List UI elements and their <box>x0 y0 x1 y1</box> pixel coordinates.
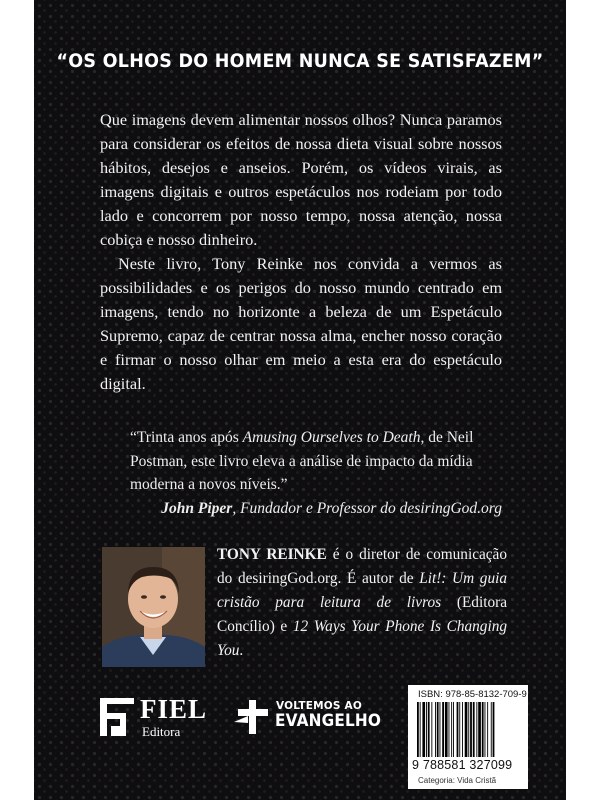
quote-text-start: “Trinta anos após <box>130 429 243 446</box>
barcode-bar <box>437 702 439 757</box>
barcode-bar <box>478 702 481 757</box>
barcode-bar <box>491 702 492 757</box>
barcode-bar <box>440 702 441 757</box>
barcode-bar <box>473 702 475 757</box>
barcode-bar <box>470 702 472 757</box>
barcode-bar <box>417 702 419 757</box>
barcode-bar <box>451 702 452 757</box>
ministry-name-line-2: EVANGELHO <box>275 711 382 731</box>
barcode-bar <box>459 702 460 757</box>
author-bio <box>217 543 507 663</box>
publisher-subtitle: Editora <box>142 724 181 739</box>
barcode-bar <box>457 702 459 757</box>
ministry-name-line-1: VOLTEMOS AO <box>276 700 363 712</box>
headline: “OS OLHOS DO HOMEM NUNCA SE SATISFAZEM” <box>56 50 544 72</box>
quote-author-role: , Fundador e Professor do desiringGod.org <box>232 499 502 517</box>
bio-text-2: (Editora Concílio) e <box>217 594 507 635</box>
barcode-bar <box>476 702 477 757</box>
barcode-digits: 9 788581 327099 <box>412 758 513 772</box>
fiel-logo-icon <box>100 698 134 736</box>
barcode-bar <box>462 702 463 757</box>
bio-book-1: Lit!: Um guia cristão para leitura de livros <box>217 570 507 611</box>
author-photo <box>102 547 205 667</box>
barcode-bar <box>465 702 468 757</box>
barcode-bar <box>442 702 444 757</box>
barcode-bar <box>493 702 495 757</box>
endorsement-quote <box>130 426 502 520</box>
barcode-bar <box>435 702 436 757</box>
barcode-box <box>408 685 528 789</box>
barcode-bar <box>426 702 427 757</box>
barcode-bar <box>428 702 430 757</box>
barcode-bar <box>468 702 469 757</box>
quote-book-title: Amusing Ourselves to Death <box>242 429 421 446</box>
barcode-bar <box>485 702 486 757</box>
category-label: Categoria: Vida Cristã <box>418 776 497 785</box>
cross-icon <box>234 698 272 736</box>
publisher-name: FIEL <box>140 694 208 724</box>
barcode-bar <box>431 702 432 757</box>
paragraph-2: Neste livro, Tony Reinke nos convida a vermos as possibilidades e os perigos do nosso mundo centrado em imagens, tendo no horizonte a beleza de um Espetáculo Supremo, capaz de centrar nossa alma, encher nosso coração e firmar o nosso olhar em meio a esta era do espetáculo digital. <box>100 254 502 394</box>
isbn-label: ISBN: 978-85-8132-709-9 <box>418 689 527 700</box>
barcode-bar <box>482 702 484 757</box>
bio-end: . <box>239 642 244 659</box>
barcode-bar <box>487 702 488 757</box>
barcode-bar <box>420 702 421 757</box>
author-name: TONY REINKE <box>217 546 327 563</box>
quote-attribution <box>130 497 502 521</box>
quote-text-end: , de Neil Postman, este livro eleva a análise de impacto da mídia moderna a novos níveis.” <box>130 429 474 493</box>
quote-author: John Piper <box>161 499 233 517</box>
barcode-bar <box>453 702 454 757</box>
book-back-cover <box>34 0 566 800</box>
bio-text-1: é o diretor de comunicação do desiringGod.org. É autor de <box>217 546 507 587</box>
paragraph-1: Que imagens devem alimentar nossos olhos? Nunca paramos para considerar os efeitos de nossa dieta visual sobre nossos hábitos, desejos e anseios. Porém, os vídeos virais, as imagens digitais e outros espetáculos nos rodeiam por todo lado e concorrem por nosso tempo, nossa atenção, nossa cobiça e nosso dinheiro. <box>100 110 502 250</box>
barcode-bar <box>422 702 425 757</box>
barcode-bar <box>449 702 450 757</box>
barcode-bars <box>416 702 522 757</box>
barcode-bar <box>445 702 448 757</box>
bio-book-2: 12 Ways Your Phone Is Changing You <box>217 618 507 659</box>
